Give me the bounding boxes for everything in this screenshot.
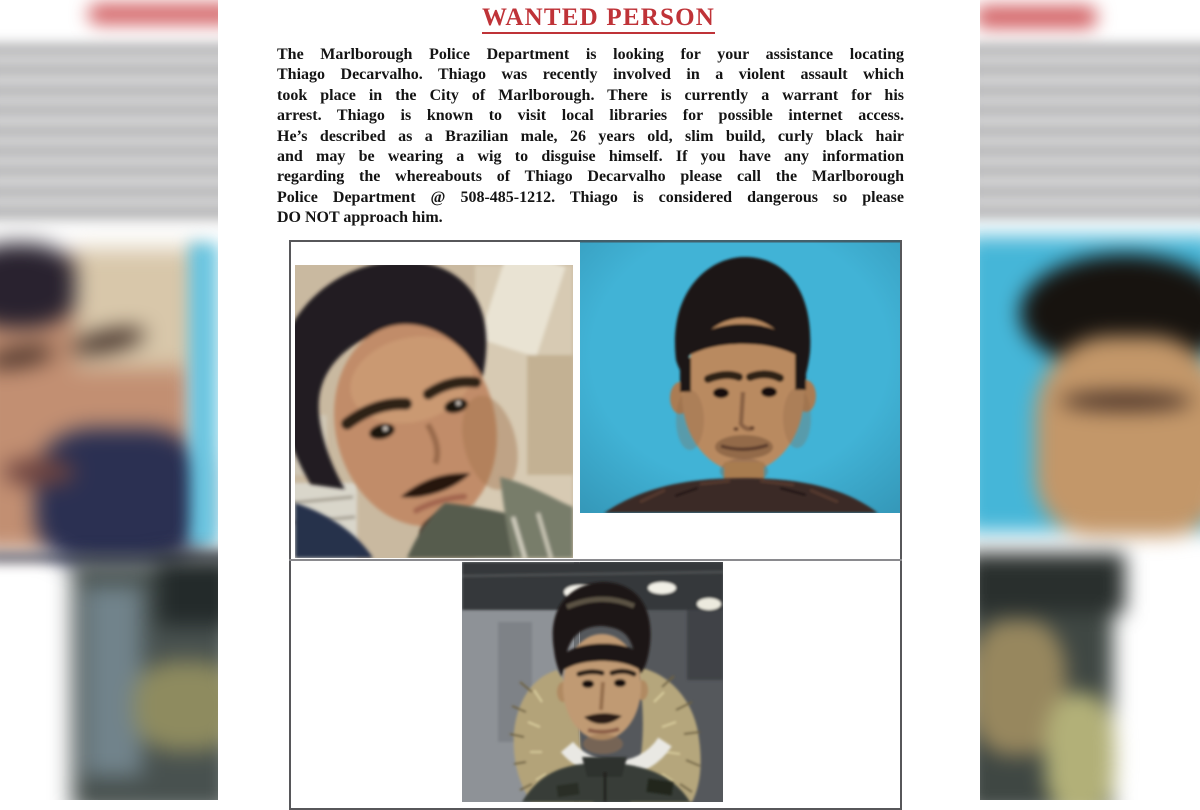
description-line: Police Department @ 508-485-1212. Thiago is considered dangerous so please xyxy=(277,188,904,206)
selfie-illustration xyxy=(295,265,573,558)
blur-blue-strip xyxy=(190,243,218,546)
parka-photo-illustration xyxy=(462,562,723,802)
id-photo-illustration xyxy=(580,240,900,513)
suspect-photo-selfie xyxy=(295,265,573,558)
poster-description xyxy=(277,45,904,229)
blur-id-photo-right xyxy=(980,236,1200,532)
blur-selfie-photo-left xyxy=(0,253,193,551)
description-line: Thiago Decarvalho. Thiago was recently involved in a violent assault which xyxy=(277,66,904,84)
description-line: The Marlborough Police Department is looking for your assistance locating xyxy=(277,46,904,63)
blur-parka-photo-right xyxy=(980,558,1113,800)
suspect-photo-parka xyxy=(462,562,723,802)
blur-hair-blob xyxy=(0,243,80,328)
description-line: arrest. Thiago is known to visit local libraries for possible internet access. xyxy=(277,107,904,125)
description-line: and may be wearing a wig to disguise himself. If you have any information xyxy=(277,148,904,166)
photo-grid-divider xyxy=(289,559,902,561)
blur-text-block-left xyxy=(0,46,218,228)
blur-parka-photo-left xyxy=(72,561,218,800)
description-line: took place in the City of Marlborough. There is currently a warrant for his xyxy=(277,86,904,104)
blurred-backdrop-left xyxy=(0,0,218,800)
blur-face-blob xyxy=(1035,336,1200,536)
poster-title-text: WANTED PERSON xyxy=(482,4,715,34)
wanted-poster xyxy=(217,0,980,800)
description-line: DO NOT approach him. xyxy=(277,209,443,227)
description-line: regarding the whereabouts of Thiago Decarvalho please call the Marlborough xyxy=(277,168,904,186)
blur-clothing-blob xyxy=(35,428,205,568)
blurred-backdrop-right xyxy=(980,0,1200,800)
blur-ceiling-blob xyxy=(980,553,1125,613)
blur-title-streak-right xyxy=(980,6,1097,28)
poster-title xyxy=(217,4,980,34)
description-line: He’s described as a Brazilian male, 26 years old, slim build, curly black hair xyxy=(277,127,904,145)
blur-text-block-right xyxy=(980,46,1200,218)
blur-face-blob xyxy=(134,661,218,751)
blur-mouth-smudge xyxy=(3,458,75,486)
suspect-photo-id xyxy=(580,240,900,513)
blur-brow-smudge xyxy=(0,342,56,372)
blur-title-streak-left xyxy=(88,4,218,24)
blur-highlight-blob xyxy=(1045,693,1115,800)
blur-brow-smudge xyxy=(1060,391,1192,411)
blur-wall-band xyxy=(84,586,142,776)
blur-ceiling-blob xyxy=(157,556,218,626)
